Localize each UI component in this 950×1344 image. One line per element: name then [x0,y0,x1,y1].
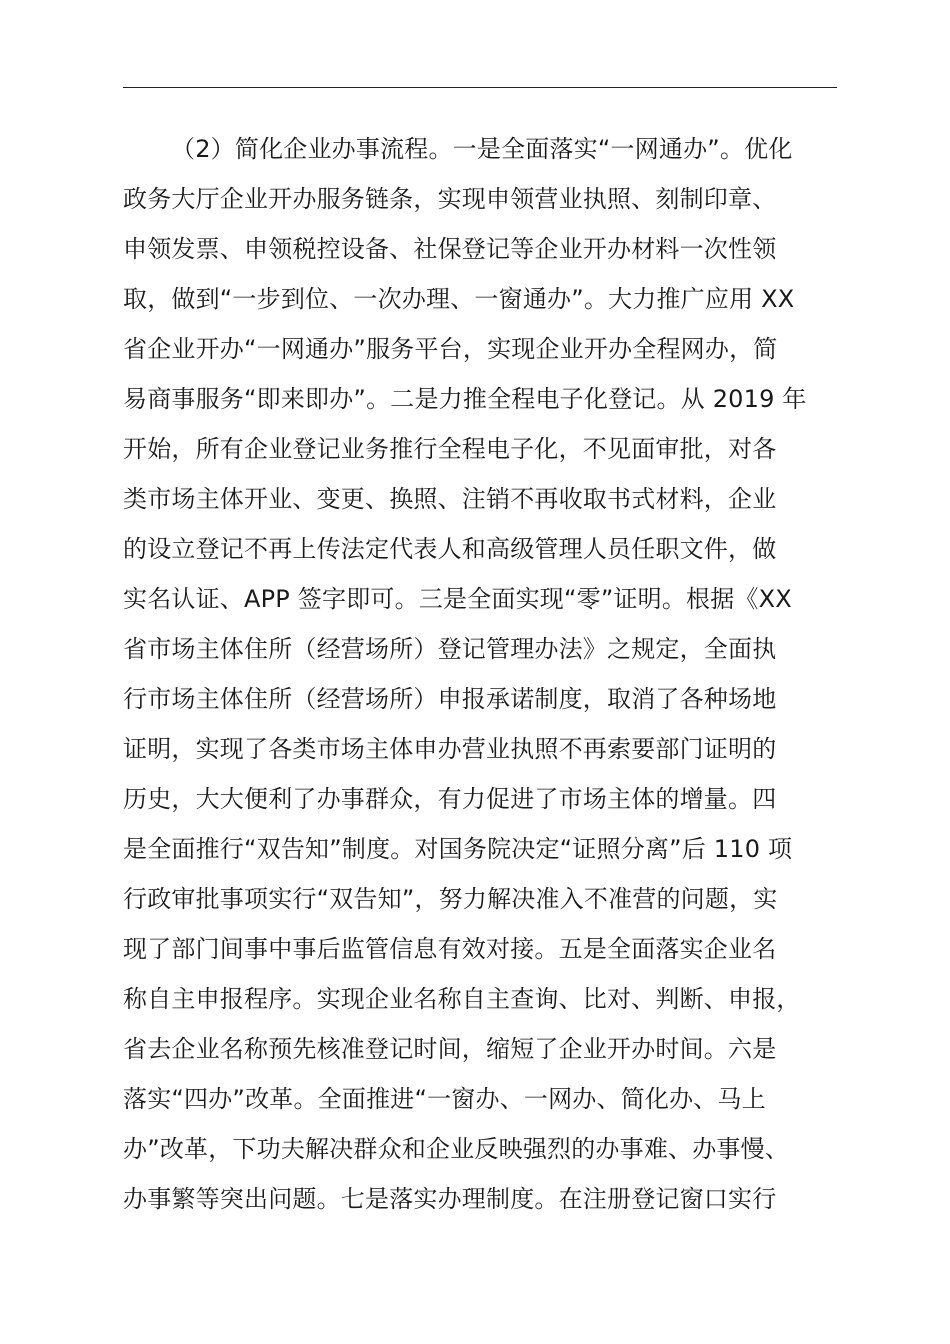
text-line: 申领发票、申领税控设备、社保登记等企业开办材料一次性领 [123,235,777,263]
text-line: 办”改革，下功夫解决群众和企业反映强烈的办事难、办事慢、 [123,1135,790,1163]
text-line: 的设立登记不再上传法定代表人和高级管理人员任职文件，做 [123,535,777,563]
text-line: 证明，实现了各类市场主体申办营业执照不再索要部门证明的 [123,735,777,763]
text-line: 历史，大大便利了办事群众，有力促进了市场主体的增量。四 [123,785,777,813]
text-line: 政务大厅企业开办服务链条，实现申领营业执照、刻制印章、 [123,185,777,213]
text-line: 办事繁等突出问题。七是落实办理制度。在注册登记窗口实行 [123,1185,777,1213]
text-line: 行政审批事项实行“双告知”，努力解决准入不准营的问题，实 [123,885,778,913]
text-line: 取，做到“一步到位、一次办理、一窗通办”。大力推广应用 XX [123,285,795,313]
body-paragraph [123,124,863,1224]
text-line: 省企业开办“一网通办”服务平台，实现企业开办全程网办，简 [123,335,778,363]
text-line: 开始，所有企业登记业务推行全程电子化，不见面审批，对各 [123,435,777,463]
text-line: 现了部门间事中事后监管信息有效对接。五是全面落实企业名 [123,935,777,963]
text-line: 类市场主体开业、变更、换照、注销不再收取书式材料，企业 [123,485,777,513]
text-line: （2）简化企业办事流程。一是全面落实“一网通办”。优化 [171,135,793,163]
header-divider [123,87,837,88]
text-line: 省市场主体住所（经营场所）登记管理办法》之规定，全面执 [123,635,777,663]
text-line: 易商事服务“即来即办”。二是力推全程电子化登记。从 2019 年 [123,385,807,413]
text-line: 落实“四办”改革。全面推进“一窗办、一网办、简化办、马上 [123,1085,766,1113]
text-line: 行市场主体住所（经营场所）申报承诺制度，取消了各种场地 [123,685,777,713]
text-line: 称自主申报程序。实现企业名称自主查询、比对、判断、申报， [123,985,801,1013]
text-line: 省去企业名称预先核准登记时间，缩短了企业开办时间。六是 [123,1035,777,1063]
text-line: 是全面推行“双告知”制度。对国务院决定“证照分离”后 110 项 [123,835,793,863]
text-line: 实名认证、APP 签字即可。三是全面实现“零”证明。根据《XX [123,585,792,613]
